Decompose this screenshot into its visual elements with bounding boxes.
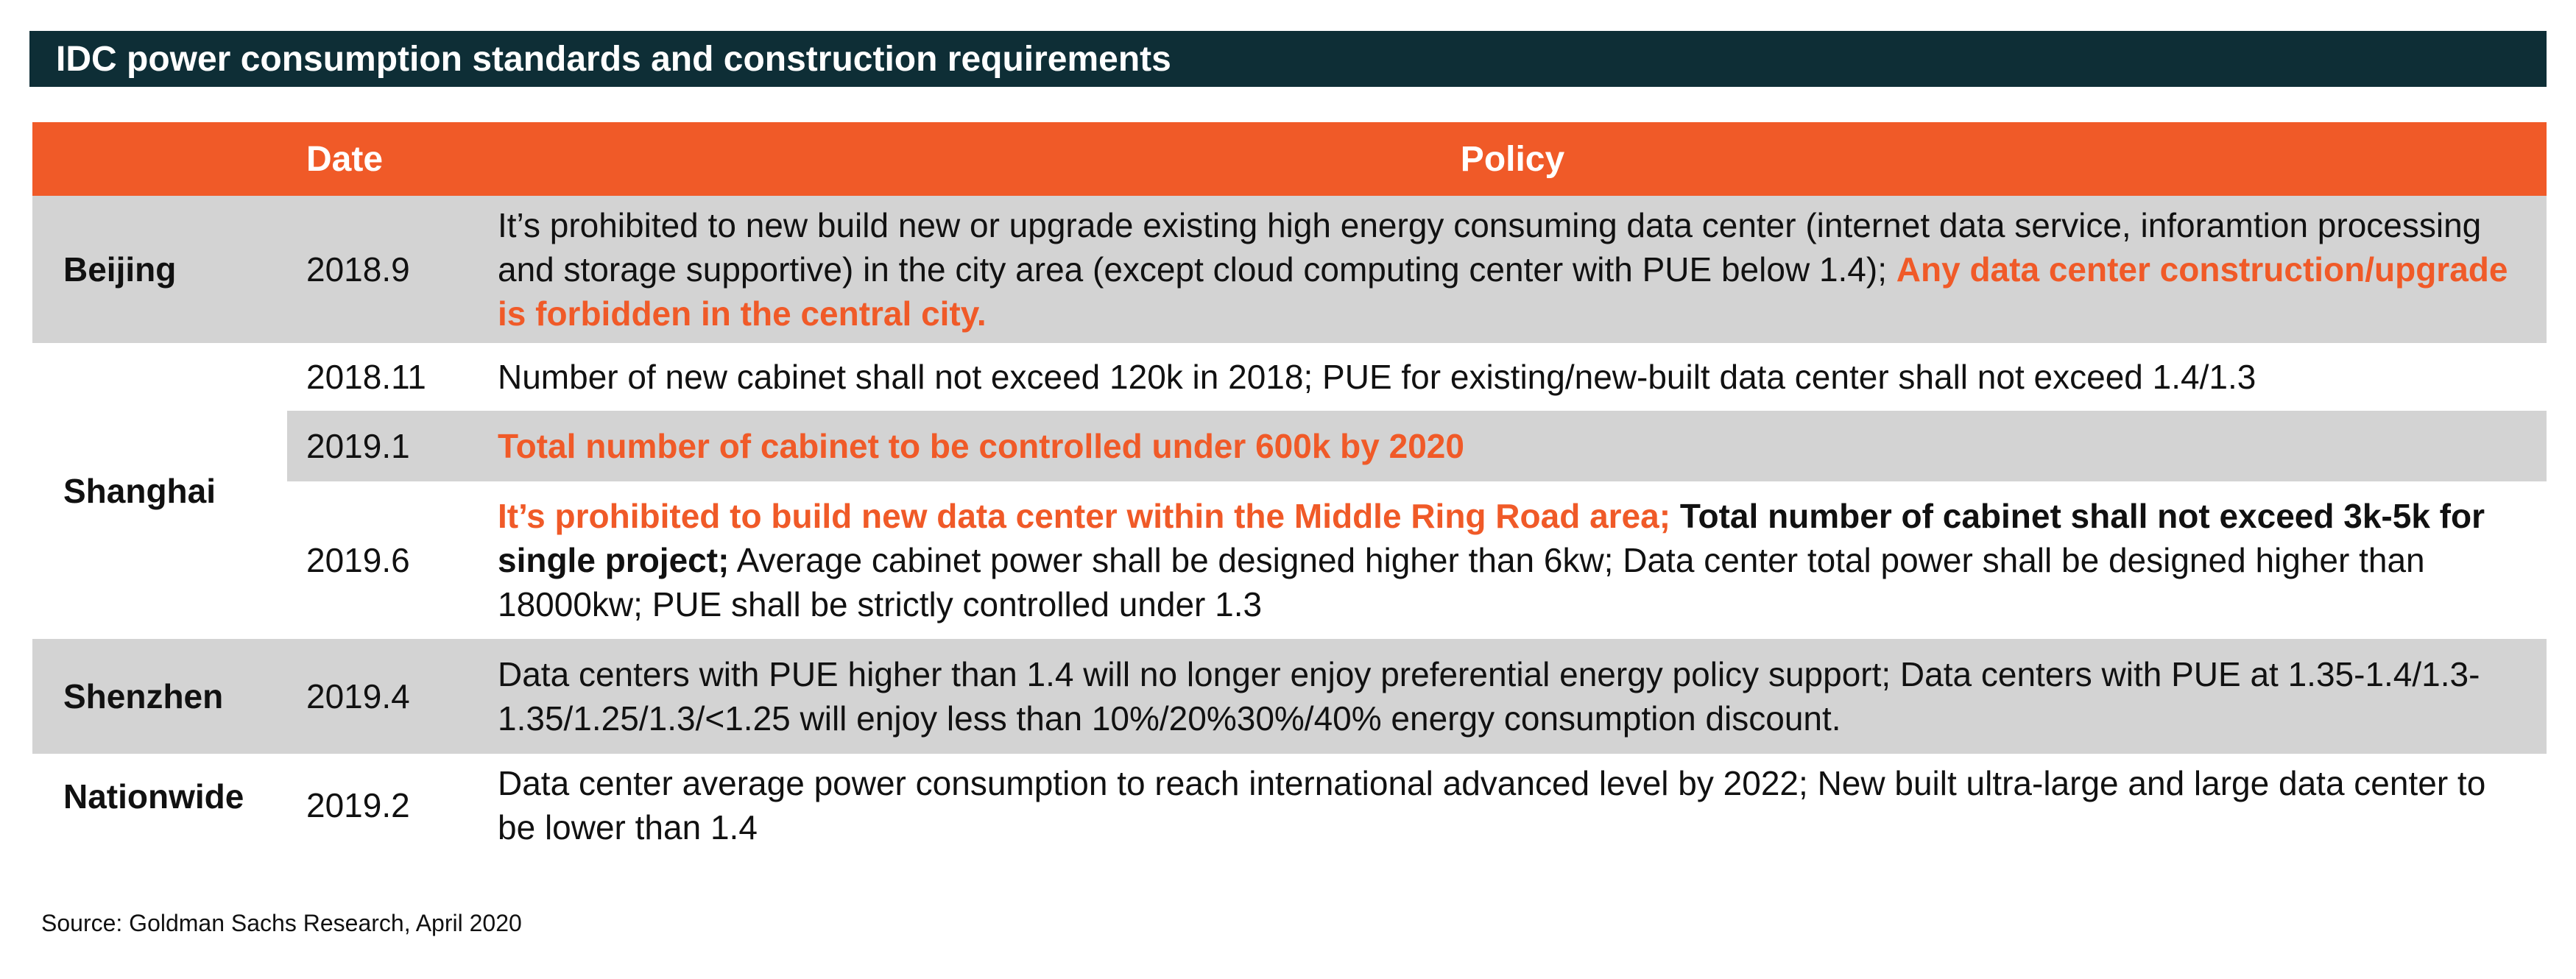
date-cell: 2018.11 <box>306 358 426 396</box>
page-title: IDC power consumption standards and construction requirements <box>56 39 1171 79</box>
policy-bold: Total number of cabinet shall not exceed 3k-5k for single project; <box>498 497 2485 579</box>
policy-text: Number of new cabinet shall not exceed 120k in 2018; PUE for existing/new-built data center shall not exceed 1.4/1.3 <box>498 358 2256 396</box>
title-bar <box>29 31 2547 87</box>
date-cell: 2019.4 <box>306 677 410 715</box>
policy-cell <box>479 411 2547 481</box>
date-cell: 2019.1 <box>306 427 410 465</box>
policy-text: It’s prohibited to new build new or upgrade existing high energy consuming data center (internet data service, inforamtion processing and storage supportive) in the city area (except cloud computing center with PUE below 1.4); <box>498 206 2482 289</box>
header-region <box>32 122 287 196</box>
date-cell: 2019.2 <box>306 786 410 824</box>
policy-cell <box>479 343 2547 411</box>
table-row-shanghai-3 <box>32 481 2547 639</box>
policy-cell <box>479 196 2547 343</box>
date-cell: 2019.6 <box>306 541 410 579</box>
policy-text: Average cabinet power shall be designed higher than 6kw; Data center total power shall be designed higher than 18000kw; PUE shall be strictly controlled under 1.3 <box>498 541 2425 623</box>
policy-text: Data centers with PUE higher than 1.4 will no longer enjoy preferential energy policy support; Data centers with PUE at 1.35-1.4/1.3-1.35/1.25/1.3/<1.25 will enjoy less than 10%/20%30%/40% energy consumption discount. <box>498 655 2480 738</box>
header-policy: Policy <box>479 122 2547 196</box>
region-cell: Shenzhen <box>63 677 224 715</box>
policy-table <box>32 122 2547 857</box>
source-note: Source: Goldman Sachs Research, April 2020 <box>41 910 522 936</box>
table-row-nationwide <box>32 754 2547 857</box>
policy-cell <box>479 481 2547 639</box>
table-row-shenzhen <box>32 639 2547 754</box>
policy-cell <box>479 639 2547 754</box>
table-row-shanghai-2 <box>32 411 2547 481</box>
table-header-row <box>32 122 2547 196</box>
policy-cell <box>479 754 2547 857</box>
policy-highlight: Total number of cabinet to be controlled under 600k by 2020 <box>498 427 1464 465</box>
table-row-beijing <box>32 196 2547 343</box>
policy-highlight: It’s prohibited to build new data center within the Middle Ring Road area; <box>498 497 1680 535</box>
region-cell: Shanghai <box>32 343 287 639</box>
region-cell: Nationwide <box>63 777 244 816</box>
header-date: Date <box>287 122 479 196</box>
policy-text: Data center average power consumption to reach international advanced level by 2022; New built ultra-large and large data center to be lower than 1.4 <box>498 764 2486 847</box>
date-cell: 2018.9 <box>306 250 410 289</box>
policy-highlight: Any data center construction/upgrade is forbidden in the central city. <box>498 250 2508 333</box>
region-cell: Beijing <box>63 250 177 289</box>
table-row-shanghai-1 <box>32 343 2547 411</box>
